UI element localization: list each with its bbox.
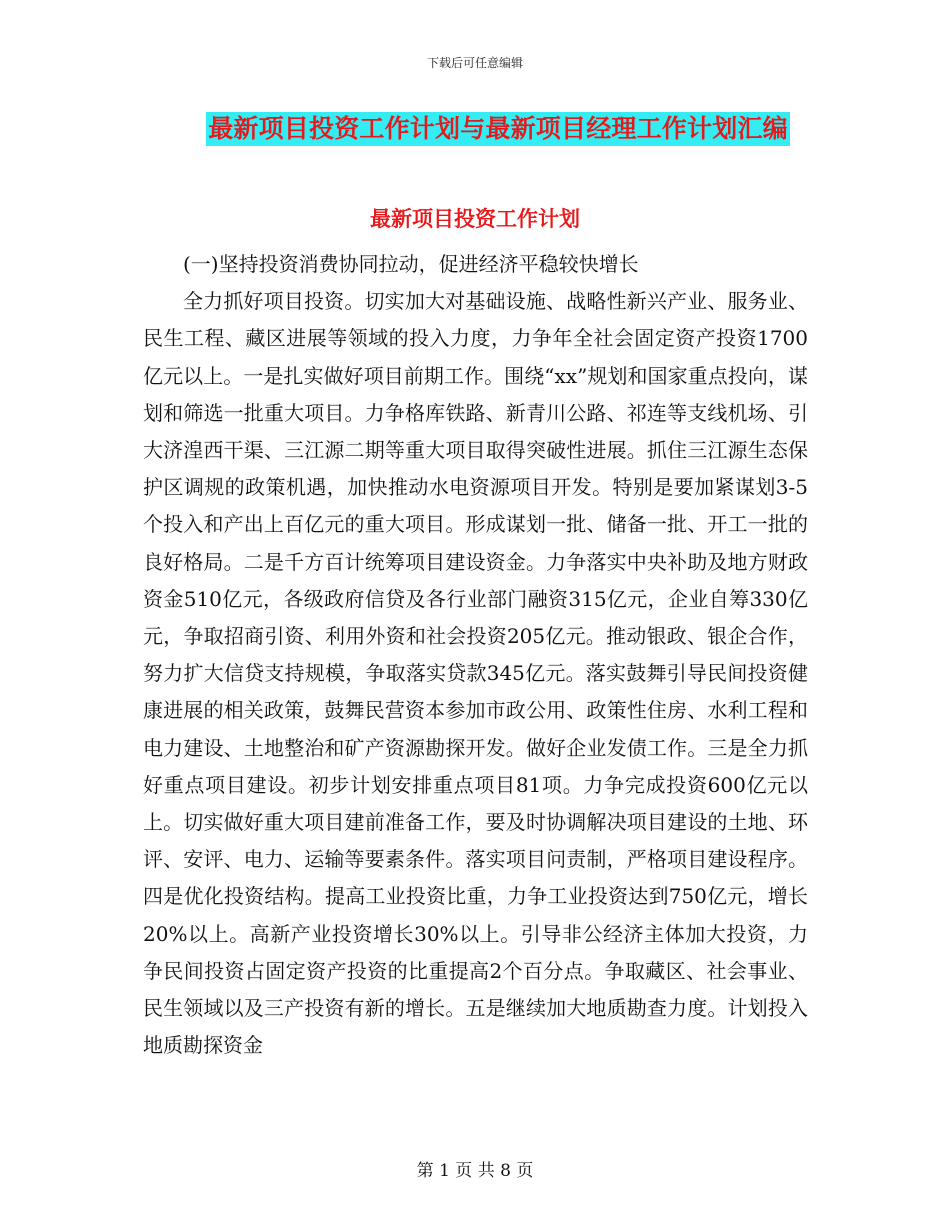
subheading: (一)坚持投资消费协同拉动，促进经济平稳较快增长 [183,252,639,276]
body-paragraph: 全力抓好项目投资。切实加大对基础设施、战略性新兴产业、服务业、民生工程、藏区进展等领域的投入力度，力争年全社会固定资产投资1700亿元以上。一是扎实做好项目前期工作。围绕“xx”规划和国家重点投向，谋划和筛选一批重大项目。力争格库铁路、新青川公路、祁连等支线机场、引大济湟西干渠、三江源二期等重大项目取得突破性进展。抓住三江源生态保护区调规的政策机遇，加快推动水电资源项目开发。特别是要加紧谋划3-5个投入和产出上百亿元的重大项目。形成谋划一批、储备一批、开工一批的良好格局。二是千方百计统筹项目建设资金。力争落实中央补助及地方财政资金510亿元，各级政府信贷及各行业部门融资315亿元，企业自筹330亿元，争取招商引资、利用外资和社会投资205亿元。推动银政、银企合作，努力扩大信贷支持规模，争取落实贷款345亿元。落实鼓舞引导民间投资健康进展的相关政策，鼓舞民营资本参加市政公用、政策性住房、水利工程和电力建设、土地整治和矿产资源勘探开发。做好企业发债工作。三是全力抓好重点项目建设。初步计划安排重点项目81项。力争完成投资600亿元以上。切实做好重大项目建前准备工作，要及时协调解决项目建设的土地、环评、安评、电力、运输等要素条件。落实项目问责制，严格项目建设程序。四是优化投资结构。提高工业投资比重，力争工业投资达到750亿元，增长20%以上。高新产业投资增长30%以上。引导非公经济主体加大投资，力争民间投资占固定资产投资的比重提高2个百分点。争取藏区、社会事业、民生领域以及三产投资有新的增长。五是继续加大地质勘查力度。计划投入地质勘探资金 [143,289,808,1058]
section-title: 最新项目投资工作计划 [370,207,580,231]
document-title-wrap [0,112,950,146]
document-body [143,246,808,1064]
page-number-footer: 第 1 页 共 8 页 [416,1161,534,1181]
page-header-note: 下载后可任意编辑 [426,56,523,70]
document-title: 最新项目投资工作计划与最新项目经理工作计划汇编 [206,112,790,146]
